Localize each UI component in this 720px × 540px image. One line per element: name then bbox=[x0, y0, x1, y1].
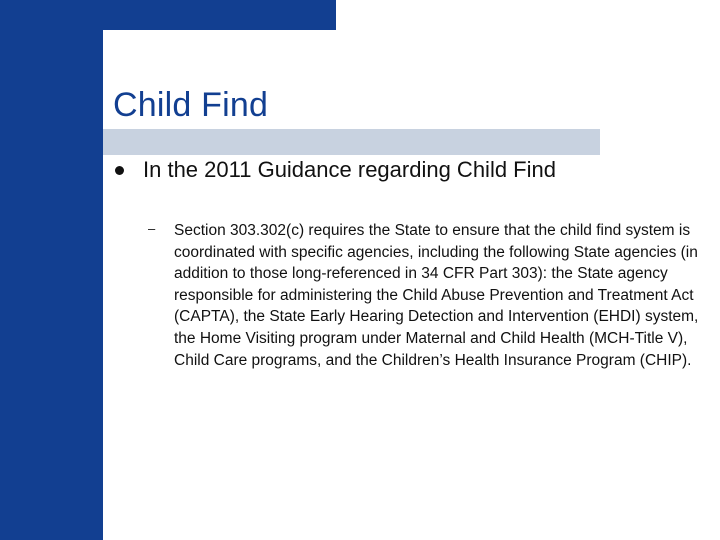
bullet-dot-icon bbox=[115, 166, 124, 175]
sub-bullet-text: Section 303.302(c) requires the State to ensure that the child find system is coordinated with specific agencies, including the following State agencies (in addition to those long-referenced in 34 CFR Part 303): the State agency responsible for administering the Child Abuse Prevention and Treatment Act (CAPTA), the State Early Hearing Detection and Intervention (EHDI) system, the Home Visiting program under Maternal and Child Health (MCH-Title V), Child Care programs, and the Children’s Health Insurance Program (CHIP). bbox=[174, 222, 699, 369]
title-underline-bar bbox=[103, 129, 600, 155]
slide-title: Child Find bbox=[113, 86, 269, 124]
slide-left-band bbox=[0, 0, 103, 540]
slide-corner-curve bbox=[103, 30, 163, 90]
sub-bullet-dash: – bbox=[148, 221, 156, 236]
bullet-text: In the 2011 Guidance regarding Child Find bbox=[143, 157, 556, 182]
